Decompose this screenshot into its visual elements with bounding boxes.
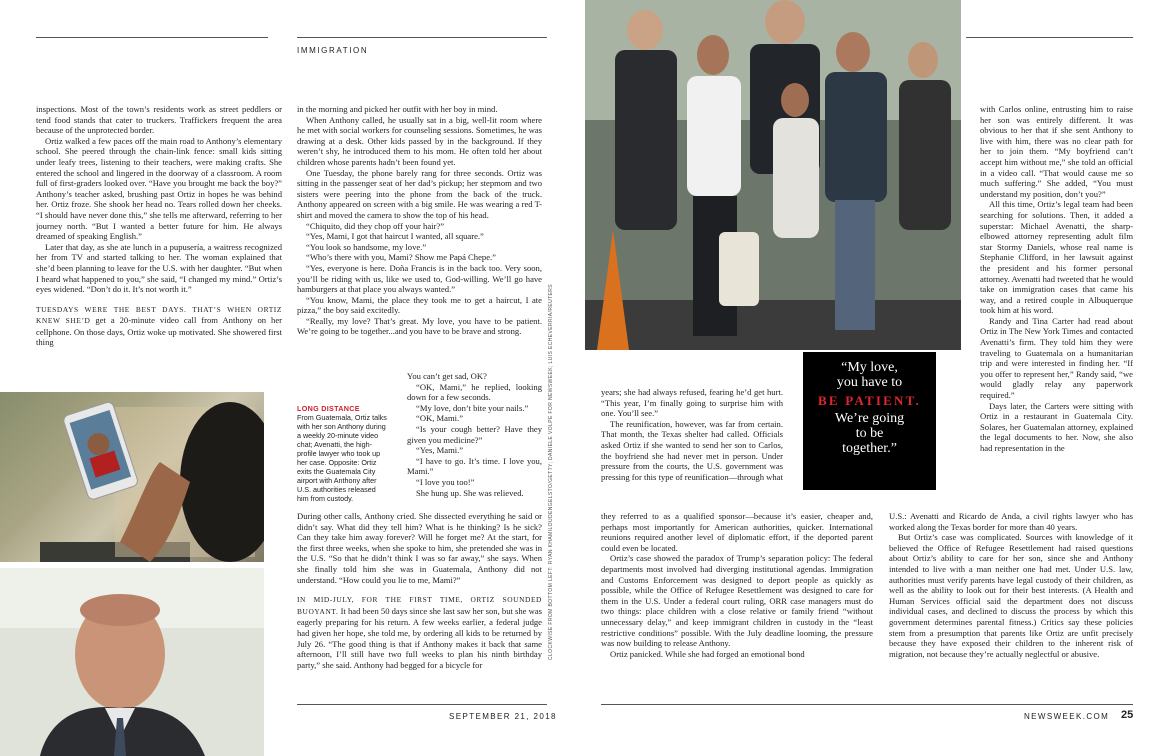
paragraph-text: “OK, Mami.” bbox=[416, 413, 464, 424]
paragraph bbox=[601, 419, 783, 483]
paragraph bbox=[407, 424, 542, 445]
paragraph bbox=[297, 594, 542, 670]
caption-heading: LONG DISTANCE bbox=[297, 404, 360, 413]
paragraph bbox=[601, 511, 873, 553]
paragraph bbox=[601, 553, 873, 648]
paragraph-lead-in: IN MID-JULY, FOR THE FIRST TIME, ORTIZ SOUNDED BUOYANT. bbox=[297, 595, 542, 616]
paragraph bbox=[297, 104, 542, 115]
paragraph-text: When Anthony called, he usually sat in a big, well-lit room where he met with social workers for counseling sessions. Sometimes, he was drawing at a desk. Other kids passed by in the background. If they weren’t shy, he introduced them to his mom. He often told her about children whose parents hadn’t been found yet. bbox=[297, 114, 542, 167]
bottom-rule-left bbox=[297, 704, 547, 705]
paragraph bbox=[407, 477, 542, 488]
article-column-3-wide bbox=[601, 511, 873, 701]
paragraph-text: Days later, the Carters were sitting with Ortiz in a restaurant in Guatemala City. Solares, her Guatemalan attorney, explained the legal documents to her. Now, she also had representation in the bbox=[980, 400, 1133, 453]
paragraph bbox=[297, 242, 542, 253]
paragraph-text: Ortiz’s case showed the paradox of Trump’s separation policy: The federal departments most involved had diverging institutional agendas. Immigration and Customs Enforcement was designed to deport people as quickly as possible, while the Office of Refugee Resettlement was designed to care for them in the U.S. Under a federal court ruling, ORR case managers must do two things: place children with a close relative or family friend “without unnecessary delay,” and keep immigrant children in custody in the “least restrictive conditions” possible. With the July deadline looming, the pressure was now building to release Anthony. bbox=[601, 553, 873, 649]
paragraph-text: in the morning and picked her outfit with her boy in mind. bbox=[297, 104, 498, 114]
pull-quote-line-4: We’re going bbox=[834, 411, 905, 426]
pull-quote-line-5: to be bbox=[855, 426, 884, 441]
paragraph-text: get a 20-minute video call from Anthony on her cellphone. On those days, Ortiz woke up motivated. She showered first thing bbox=[36, 315, 282, 348]
paragraph bbox=[36, 304, 282, 348]
video-call-illustration bbox=[0, 392, 264, 562]
avenatti-portrait-photo bbox=[0, 568, 264, 756]
paragraph bbox=[601, 387, 783, 419]
paragraph-text: Ortiz walked a few paces off the main road to Anthony’s elementary school. She peered through the chain-link fence: small kids sitting under leafy trees, listening to their teachers, were making crafts. She entered the school and lingered in the doorway of a classroom. A room full of first-graders looked over. “Have you brought me back the boy?” Anthony’s teacher asked, brushing past Ortiz in hopes he was behind her. Ortiz froze. She shook her head no. Tears rolled down her cheeks. “I should have never done this,” she tells me afterward, referring to her journey north. “But I wanted a better future for him. He always dreamed of speaking English.” bbox=[36, 135, 282, 242]
paragraph bbox=[601, 649, 873, 660]
paragraph bbox=[407, 445, 542, 456]
paragraph-text: “Chiquito, did they chop off your hair?” bbox=[306, 220, 445, 231]
paragraph bbox=[297, 263, 542, 295]
paragraph bbox=[407, 382, 542, 403]
paragraph bbox=[407, 488, 542, 499]
paragraph-text: The reunification, however, was far from certain. That month, the Texas shelter had called. Officials asked Ortiz if she wanted to send her son to Carlos, the boyfriend she had never met in person. Under pressure from the courts, the U.S. government was pressing for this type of reunification—through what bbox=[601, 418, 783, 482]
paragraph-text: inspections. Most of the town’s residents work as street peddlers or tend food stands that cater to truckers. Traffickers frequent the area because of the unprotected border. bbox=[36, 104, 282, 136]
paragraph bbox=[889, 532, 1133, 659]
paragraph bbox=[889, 511, 1133, 532]
paragraph-text: “Yes, everyone is here. Doña Francis is in the back too. Very soon, you’ll be riding with us, like we used to, God-willing. We’ll go have hamburgers at that place you always wanted.” bbox=[297, 262, 542, 295]
pull-quote bbox=[803, 352, 936, 490]
paragraph-text: All this time, Ortiz’s legal team had been searching for solutions. Then, it added a superstar: Michael Avenatti, the sharp-elbowed attorney representing adult film star Stormy Daniels, whose real name is Stephanie Clifford, in her lawsuit against the president and his former personal attorney. Avenatti had tweeted that he would take on immigration cases that came his way, and a retired couple in Albuquerque took him at his word. bbox=[980, 199, 1133, 316]
portrait-illustration bbox=[0, 568, 264, 756]
photo-caption-box bbox=[297, 404, 389, 503]
pull-quote-line-6: together.” bbox=[842, 441, 897, 456]
article-column-4 bbox=[980, 104, 1133, 508]
article-column-2-narrow bbox=[407, 371, 542, 506]
photo-credit bbox=[548, 283, 562, 670]
top-rule-left bbox=[36, 37, 268, 38]
paragraph-text: You can’t get sad, OK? bbox=[407, 371, 487, 381]
paragraph-text: She hung up. She was relieved. bbox=[416, 487, 524, 498]
page-number: 25 bbox=[1121, 709, 1134, 721]
video-call-photo bbox=[0, 392, 264, 562]
paragraph-text: “OK, Mami,” he replied, looking down for a few seconds. bbox=[407, 381, 542, 403]
bottom-rule-right bbox=[601, 704, 1133, 705]
paragraph bbox=[297, 316, 542, 337]
paragraph bbox=[36, 104, 282, 136]
paragraph-text: “You look so handsome, my love.” bbox=[306, 241, 427, 252]
paragraph bbox=[407, 403, 542, 414]
pull-quote-emphasis: BE PATIENT. bbox=[818, 393, 921, 408]
paragraph bbox=[297, 252, 542, 263]
airport-exit-photo bbox=[585, 0, 961, 350]
paragraph-text: During other calls, Anthony cried. She dissected everything he said or didn’t say. What did they tell him? What is he thinking? Is he sick? Can they take him away forever? Will he forget me? At the start, for the first three weeks, when she spoke to him, she pretended she was in the U.S. “So that he didn’t think I was so far away,” she says. When she finally told him she was in Guatemala, Anthony did not understand. “How could you lie to me, Mami?” bbox=[297, 511, 542, 585]
paragraph-text: years; she had always refused, fearing he’d get hurt. “This year, I’m finally going to surprise him with one. You’ll see.” bbox=[601, 387, 783, 419]
paragraph-text: “Is your cough better? Have they given you medicine?” bbox=[407, 423, 542, 445]
paragraph-text: “My love, don’t bite your nails.” bbox=[416, 402, 529, 413]
paragraph bbox=[297, 511, 542, 585]
article-column-1 bbox=[36, 104, 282, 374]
top-rule-far-right bbox=[966, 37, 1133, 38]
paragraph bbox=[36, 242, 282, 295]
paragraph-text: Ortiz panicked. While she had forged an emotional bond bbox=[610, 648, 805, 659]
photo-credit-text: CLOCKWISE FROM BOTTOM LEFT: RYAN KHAMILOUDENGELSTO/GETTY; DANIELE VOLPE FOR NEWSWEEK; LUIS ECHEVERRIA/REUTERS bbox=[548, 283, 554, 660]
caption-text: From Guatemala, Ortiz talks with her son Anthony during a weekly 20-minute video chat; Avenatti, the high-profile lawyer who took up her case. Opposite: Ortiz exits the Guatemala City airport with Anthony after U.S. authorities released him from custody. bbox=[297, 413, 387, 503]
paragraph-text: “Yes, Mami.” bbox=[416, 445, 464, 456]
paragraph-text: U.S.: Avenatti and Ricardo de Anda, a civil rights lawyer who has worked along the Texas border for more than 40 years. bbox=[889, 511, 1133, 532]
paragraph-text: It had been 50 days since she last saw her son, but she was eagerly preparing for his return. A few weeks earlier, a federal judge had given her hope, she told me, by ordering all kids to be returned by July 26. “The good thing is that if Anthony makes it back that same afternoon, I’ll still have two full weeks to plan his ninth birthday party,” she said. Anthony had begged for a bicycle for bbox=[297, 605, 542, 670]
airport-exit-illustration bbox=[585, 0, 961, 350]
paragraph-text: with Carlos online, entrusting him to raise her son was entirely different. It was obvious to her that if she sent Anthony to live with him, there was no clear path for her to join them. “My boyfriend can’t accept him without me,” she told an official in a video call. “That would cause me so much suffering.” She added, “You must understand my position, don’t you?” bbox=[980, 104, 1133, 199]
site-name: NEWSWEEK.COM bbox=[1024, 712, 1110, 721]
article-column-2-bottom bbox=[297, 511, 542, 701]
paragraph-text: Randy and Tina Carter had read about Ortiz in The New York Times and contacted Avenatti’s firm. They told him they were traveling to Guatemala on a humanitarian trip and were interested in finding her. “If you offer to represent her,” Randy said, “we would gladly relay any paperwork required.” bbox=[980, 315, 1133, 401]
paragraph bbox=[407, 371, 542, 382]
paragraph-text: “Yes, Mami, I got that haircut I wanted, all square.” bbox=[306, 231, 484, 242]
article-column-3-narrow bbox=[601, 387, 783, 512]
article-column-2 bbox=[297, 104, 542, 364]
paragraph bbox=[297, 221, 542, 232]
paragraph-text: But Ortiz’s case was complicated. Sources with knowledge of it believed the Office of Refugee Resettlement had raised questions about Ortiz’s ability to care for her son, since she and Anthony intended to live with a man neither one had met. Under U.S. law, authorities must verify parents have legal custody of their children, as well as the ability to look out for their best interests. (A Health and Human Services official said the department does not discuss individual cases, and declined to discuss the process by which this government determines parental fitness.) Critics say these policies stem from a presumption that parents like Ortiz are unfit precisely because they have exposed their children to the inherent risk of migration, not because they’re actually neglectful or abusive. bbox=[889, 532, 1133, 659]
paragraph bbox=[297, 231, 542, 242]
paragraph bbox=[297, 115, 542, 168]
paragraph bbox=[980, 401, 1133, 454]
paragraph-text: One Tuesday, the phone barely rang for three seconds. Ortiz was sitting in the passenger seat of her dad’s pickup; her stepmom and two sisters were peering into the phone from the back of the truck. Anthony appeared on screen with a big smile. He was wearing a red T-shirt and moved the camera to show the top of his head. bbox=[297, 167, 542, 220]
paragraph bbox=[407, 413, 542, 424]
paragraph-text: “You know, Mami, the place they took me to get a haircut, I ate pizza,” the boy said excitedly. bbox=[297, 294, 542, 316]
pull-quote-line-2: you have to bbox=[836, 375, 903, 390]
paragraph bbox=[980, 104, 1133, 199]
paragraph-lead-in: TUESDAYS WERE THE BEST DAYS. THAT’S WHEN ORTIZ KNEW SHE’D bbox=[36, 304, 282, 326]
article-column-4-wide bbox=[889, 511, 1133, 703]
paragraph-text: “I have to go. It’s time. I love you, Mami.” bbox=[407, 455, 542, 477]
paragraph bbox=[980, 199, 1133, 316]
paragraph bbox=[297, 295, 542, 316]
top-rule-right bbox=[297, 37, 547, 38]
paragraph-text: Later that day, as she ate lunch in a pupusería, a waitress recognized her from TV and started talking to her. The woman explained that she’d been planning to leave for the U.S. with her daughter. “But when I heard what happened to you,” she said, “I changed my mind.” Ortiz’s eyes widened. “Don’t do it. It’s not worth it.” bbox=[36, 241, 282, 295]
paragraph-text: “I love you too!” bbox=[416, 476, 475, 487]
paragraph bbox=[980, 316, 1133, 401]
issue-date: SEPTEMBER 21, 2018 bbox=[449, 712, 557, 721]
section-label: IMMIGRATION bbox=[297, 46, 369, 55]
paragraph bbox=[36, 136, 282, 242]
paragraph-text: “Who’s there with you, Mami? Show me Papá Chepe.” bbox=[306, 252, 496, 263]
pull-quote-line-1: “My love, bbox=[841, 360, 898, 375]
paragraph-text: they referred to as a qualified sponsor—because it’s easier, cheaper and, perhaps most importantly for American authorities, quicker. International reunions required another level of diplomatic effort, if the deported parent could even be located. bbox=[601, 511, 873, 553]
paragraph bbox=[297, 168, 542, 221]
paragraph-text: “Really, my love? That’s great. My love, you have to be patient. We’re going to be together...and you have to be brave and strong. bbox=[297, 315, 542, 337]
paragraph bbox=[407, 456, 542, 477]
